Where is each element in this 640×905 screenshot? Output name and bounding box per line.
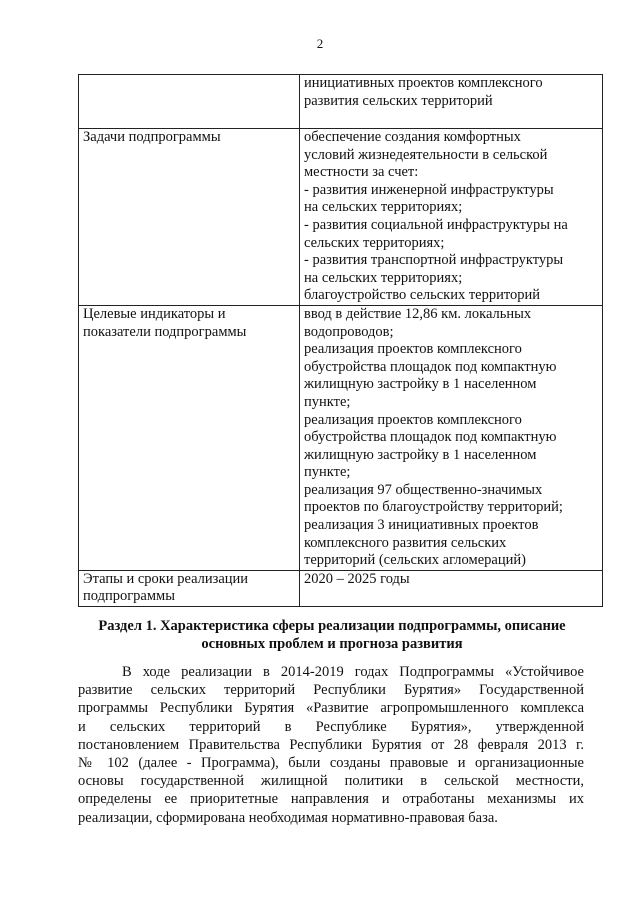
row-value-line: ввод в действие 12,86 км. локальных	[304, 305, 532, 322]
table-row	[79, 75, 603, 129]
paragraph-line: № 102 (далее - Программа), были созданы правовые и организационные	[78, 755, 584, 772]
row-value-line: обустройства площадок под компактную	[304, 358, 557, 375]
section-heading-line-1: Раздел 1. Характеристика сферы реализации подпрограммы, описание	[98, 618, 566, 634]
paragraph-line: развитие сельских территорий Республики Бурятия» Государственной	[78, 682, 584, 699]
paragraph-line: определены ее приоритетные направления и отработаны механизмы их	[78, 791, 584, 808]
row-value-line: - развития социальной инфраструктуры на	[304, 216, 568, 233]
paragraph-line: основы государственной жилищной политики в сельской местности,	[78, 773, 584, 790]
paragraph-line: постановлением Правительства Республики Бурятия от 28 февраля 2013 г.	[78, 736, 584, 753]
row-value-line: реализация 97 общественно-значимых	[304, 481, 543, 498]
body-paragraph	[78, 663, 584, 827]
row-value-line: водопроводов;	[304, 323, 394, 340]
row-value-line: сельских территориях;	[304, 234, 445, 251]
row-label-line: Целевые индикаторы и	[83, 305, 226, 322]
row-value-line: комплексного развития сельских	[304, 534, 507, 551]
row-value-cell	[300, 570, 603, 606]
row-label-line: Этапы и сроки реализации	[83, 570, 249, 587]
row-value-line: пункте;	[304, 464, 351, 481]
row-value-line: жилищную застройку в 1 населенном	[304, 376, 537, 393]
row-value-line: условий жизнедеятельности в сельской	[304, 146, 548, 163]
paragraph-line: реализации, сформирована необходимая нормативно-правовая база.	[78, 809, 498, 826]
section-heading	[82, 617, 582, 653]
row-value-line: местности за счет:	[304, 164, 419, 181]
row-label-cell	[79, 75, 300, 129]
row-value-line: - развития транспортной инфраструктуры	[304, 252, 564, 269]
table-row	[79, 570, 603, 606]
row-value-cell	[300, 129, 603, 306]
table-body	[79, 75, 603, 607]
row-value-line: благоустройство сельских территорий	[304, 287, 541, 304]
row-value-cell	[300, 75, 603, 129]
row-value-line: территорий (сельских агломераций)	[304, 552, 526, 569]
row-value-cell	[300, 305, 603, 570]
row-value-line: пункте;	[304, 393, 351, 410]
page-number: 2	[316, 36, 324, 51]
row-value-line: реализация 3 инициативных проектов	[304, 517, 539, 534]
row-value-line: развития сельских территорий	[304, 92, 493, 109]
row-value-line: обустройства площадок под компактную	[304, 429, 557, 446]
section-heading-line-2: основных проблем и прогноза развития	[201, 636, 463, 652]
paragraph-line: и сельских территорий в Республике Бурятия», утвержденной	[78, 718, 584, 735]
table-row	[79, 129, 603, 306]
row-value-line: на сельских территориях;	[304, 199, 463, 216]
row-value-line: 2020 – 2025 годы	[304, 570, 410, 587]
row-label-line: Задачи подпрограммы	[83, 129, 221, 145]
paragraph-line: В ходе реализации в 2014-2019 годах Подпрограммы «Устойчивое	[122, 664, 584, 680]
row-label-line: подпрограммы	[83, 588, 175, 605]
row-label-cell	[79, 129, 300, 306]
row-value-line: жилищную застройку в 1 населенном	[304, 446, 537, 463]
row-value-line: - развития инженерной инфраструктуры	[304, 181, 554, 198]
row-label-line: показатели подпрограммы	[83, 323, 247, 340]
paragraph-line: программы Республики Бурятия «Развитие агропромышленного комплекса	[78, 700, 584, 717]
row-value-line: обеспечение создания комфортных	[304, 129, 521, 145]
row-value-line: на сельских территориях;	[304, 269, 463, 286]
subprogram-passport-table	[78, 74, 603, 607]
row-value-line: реализация проектов комплексного	[304, 341, 522, 358]
row-label-cell	[79, 570, 300, 606]
row-value-line: реализация проектов комплексного	[304, 411, 522, 428]
row-label-cell	[79, 305, 300, 570]
row-value-line: инициативных проектов комплексного	[304, 75, 543, 91]
table-row	[79, 305, 603, 570]
row-value-line: проектов по благоустройству территорий;	[304, 499, 563, 516]
